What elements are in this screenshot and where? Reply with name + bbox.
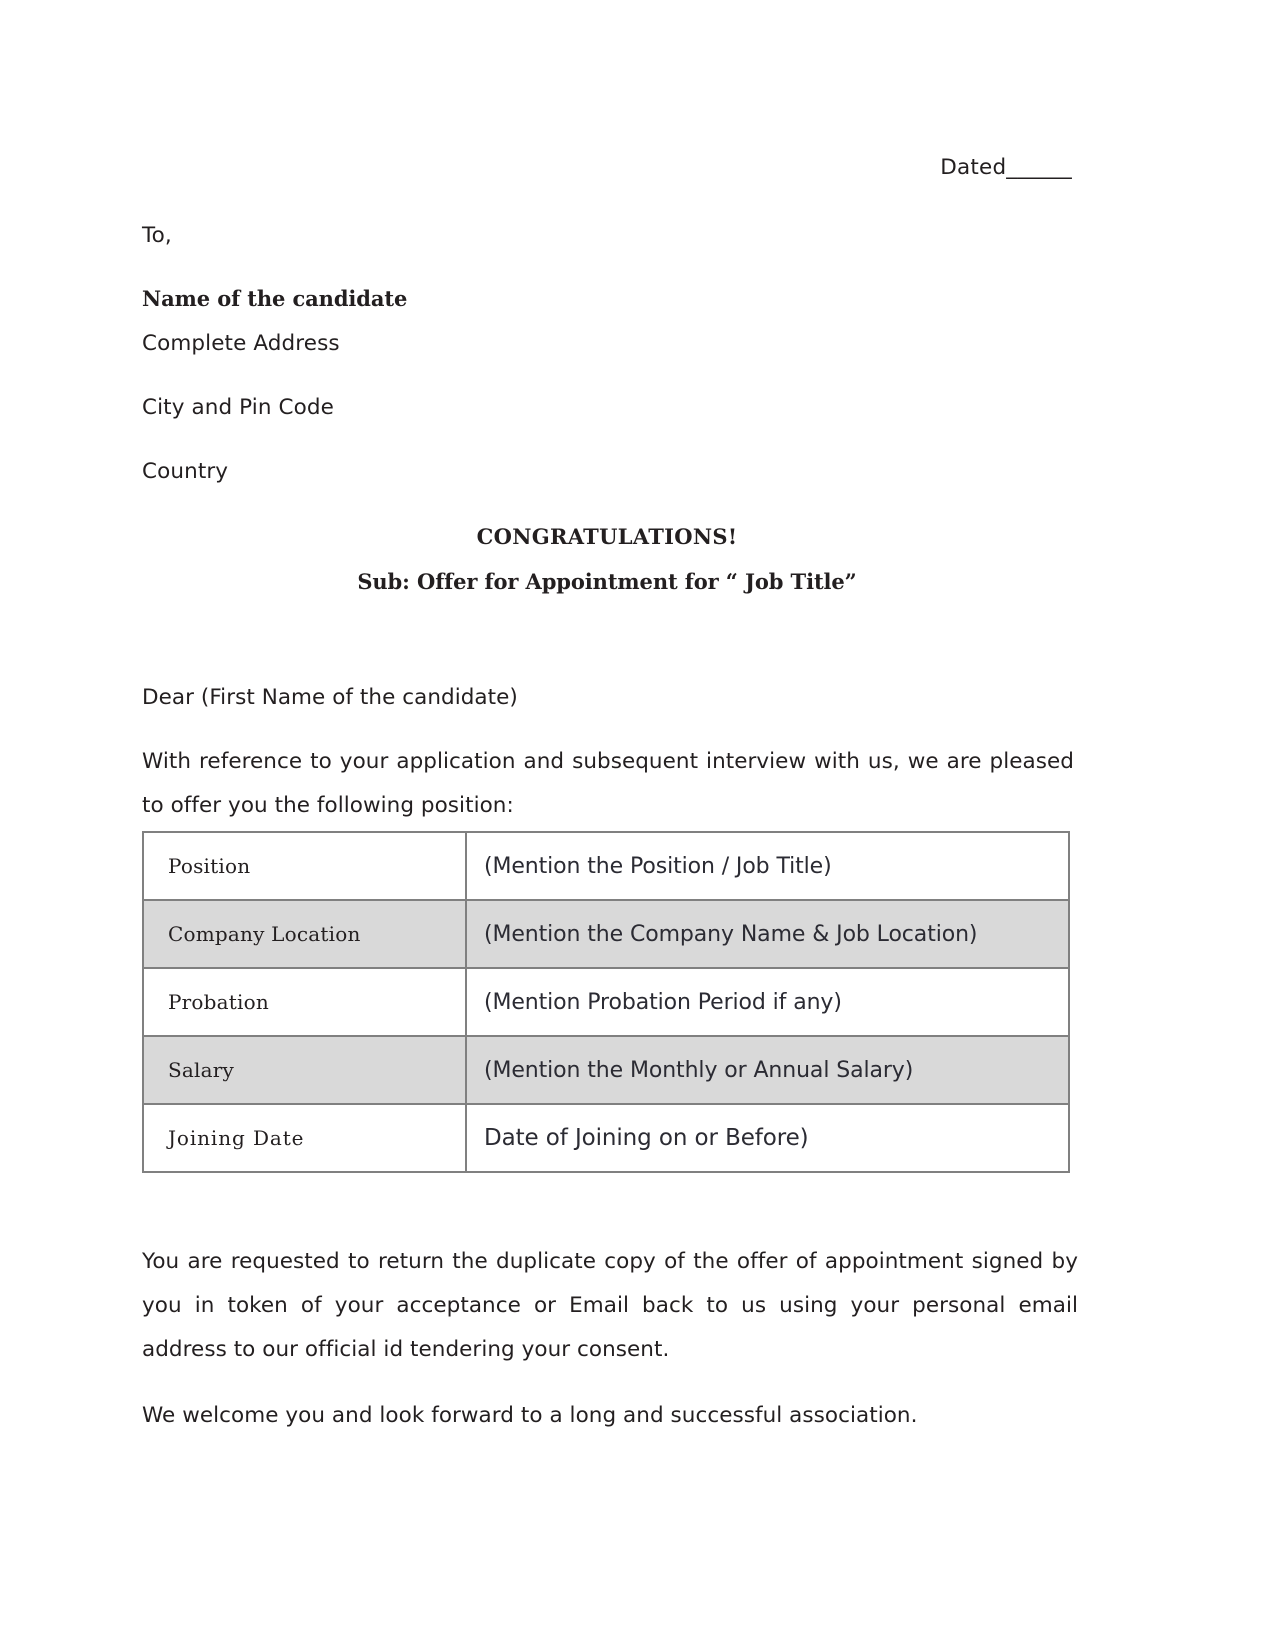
table-row <box>143 1104 1069 1172</box>
subject-heading: Sub: Offer for Appointment for “ Job Title” <box>357 569 857 594</box>
offer-table-body <box>143 832 1069 1172</box>
table-row <box>143 968 1069 1036</box>
recipient-name: Name of the candidate <box>142 286 408 311</box>
table-row <box>143 1036 1069 1104</box>
welcome-paragraph: We welcome you and look forward to a long and successful association. <box>142 1403 918 1428</box>
table-cell-value: (Mention Probation Period if any) <box>466 968 1069 1036</box>
table-cell-value: (Mention the Position / Job Title) <box>466 832 1069 900</box>
dated-line: Dated______ <box>940 155 1072 180</box>
salutation: Dear (First Name of the candidate) <box>142 685 518 710</box>
congratulations-heading: CONGRATULATIONS! <box>476 524 738 549</box>
table-cell-value: (Mention the Monthly or Annual Salary) <box>466 1036 1069 1104</box>
table-cell-value: Date of Joining on or Before) <box>466 1104 1069 1172</box>
intro-paragraph: With reference to your application and subsequent interview with us, we are pleased to offer you the following position: <box>142 749 1074 818</box>
recipient-country: Country <box>142 459 229 484</box>
table-cell-value: (Mention the Company Name & Job Location) <box>466 900 1069 968</box>
recipient-city-pin: City and Pin Code <box>142 395 334 420</box>
recipient-to-label: To, <box>142 223 172 248</box>
return-instructions-paragraph: You are requested to return the duplicate copy of the offer of appointment signed by you in token of your acceptance or Email back to us using your personal email address to our official id tendering your consent. <box>142 1249 1078 1362</box>
table-row <box>143 900 1069 968</box>
offer-details-table <box>142 831 1070 1173</box>
table-cell-label: Position <box>143 832 466 900</box>
table-cell-label: Company Location <box>143 900 466 968</box>
table-row <box>143 832 1069 900</box>
table-cell-label: Salary <box>143 1036 466 1104</box>
table-cell-label: Joining Date <box>143 1104 466 1172</box>
recipient-address: Complete Address <box>142 331 340 356</box>
table-cell-label: Probation <box>143 968 466 1036</box>
